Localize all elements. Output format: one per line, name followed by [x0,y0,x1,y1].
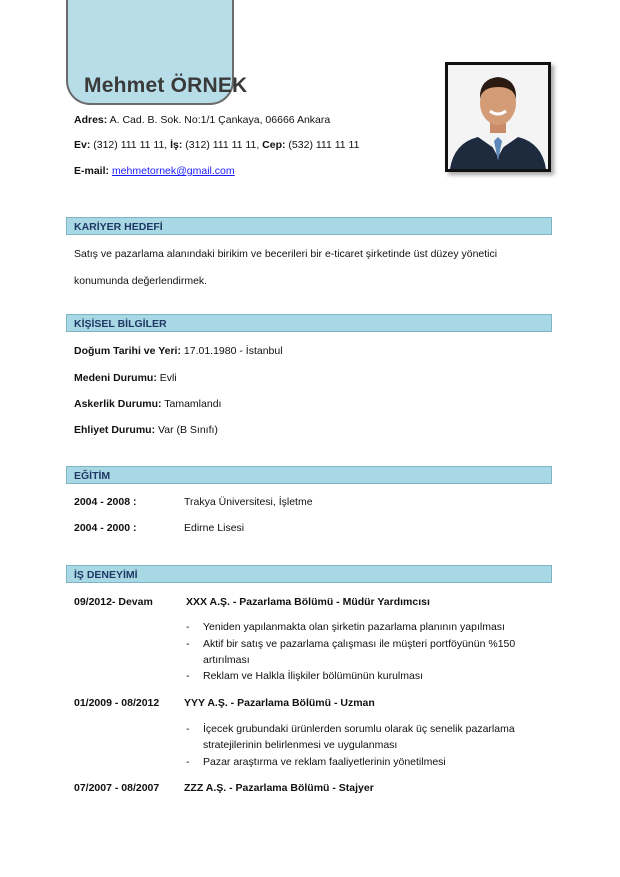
military-line [74,398,221,410]
birth-value: 17.01.1980 - İstanbul [180,345,283,357]
person-portrait-icon [448,65,548,169]
job-title: XXX A.Ş. - Pazarlama Bölümü - Müdür Yardımcısı [186,596,430,608]
job-bullet: Pazar araştırma ve reklam faaliyetlerinin yönetilmesi [203,756,446,768]
bullet-dash: - [186,723,190,735]
job-date: 01/2009 - 08/2012 [74,697,160,709]
bullet-dash: - [186,670,190,682]
person-name: Mehmet ÖRNEK [84,74,248,97]
cep-value: (532) 111 11 11 [285,139,360,151]
email-label: E-mail: [74,165,110,177]
marital-value: Evli [156,372,177,384]
ev-label: Ev: [74,139,91,151]
job-title: ZZZ A.Ş. - Pazarlama Bölümü - Stajyer [184,782,374,794]
birth-line [74,345,283,357]
email-link[interactable]: mehmetornek@gmail.com [111,165,235,177]
job-date: 09/2012- Devam [74,596,153,608]
career-goal-line-1: Satış ve pazarlama alanındaki birikim ve becerileri bir e-ticaret şirketinde üst düzey yönetici [74,248,498,260]
job-bullet: Yeniden yapılanmakta olan şirketin pazarlama planının yapılması [203,621,505,633]
license-value: Var (B Sınıfı) [155,424,218,436]
job-date: 07/2007 - 08/2007 [74,782,160,794]
education-school: Edirne Lisesi [184,522,245,534]
section-egitim [66,466,552,484]
bullet-dash: - [186,638,190,650]
marital-label: Medeni Durumu: [74,372,157,384]
license-label: Ehliyet Durumu: [74,424,156,436]
job-title: YYY A.Ş. - Pazarlama Bölümü - Uzman [184,697,375,709]
job-bullet-continuation: artırılması [203,654,250,666]
phone-line [74,139,359,151]
birth-label: Doğum Tarihi ve Yeri: [74,345,181,357]
ev-value: (312) 111 11 11, [90,139,171,151]
military-value: Tamamlandı [161,398,222,410]
section-kisisel-bilgiler [66,314,552,332]
education-date: 2004 - 2000 : [74,522,137,534]
education-school: Trakya Üniversitesi, İşletme [184,496,313,508]
is-value: (312) 111 11 11, [182,139,263,151]
job-bullet-continuation: stratejilerinin belirlenmesi ve uygulanması [203,739,398,751]
section-is-deneyimi [66,565,552,583]
job-bullet: İçecek grubundaki ürünlerden sorumlu olarak üç senelik pazarlama [203,723,515,735]
address-line [74,114,330,126]
address-value: A. Cad. B. Sok. No:1/1 Çankaya, 06666 Ankara [107,114,331,126]
address-label: Adres: [74,114,108,126]
career-goal-line-2: konumunda değerlendirmek. [74,275,208,287]
bullet-dash: - [186,621,190,633]
cep-label: Cep: [262,139,286,151]
military-label: Askerlik Durumu: [74,398,162,410]
section-title: KARİYER HEDEFİ [74,221,163,233]
job-bullet: Reklam ve Halkla İlişkiler bölümünün kurulması [203,670,423,682]
section-kariyer-hedefi [66,217,552,235]
job-bullet: Aktif bir satış ve pazarlama çalışması ile müşteri portföyünün %150 [203,638,516,650]
section-title: KİŞİSEL BİLGİLER [74,318,167,330]
section-title: EĞİTİM [74,470,111,482]
bullet-dash: - [186,756,190,768]
profile-photo [445,62,551,172]
section-title: İŞ DENEYİMİ [74,569,138,581]
education-date: 2004 - 2008 : [74,496,137,508]
marital-line [74,372,177,384]
is-label: İş: [170,139,183,151]
email-line [74,165,235,177]
license-line [74,424,218,436]
